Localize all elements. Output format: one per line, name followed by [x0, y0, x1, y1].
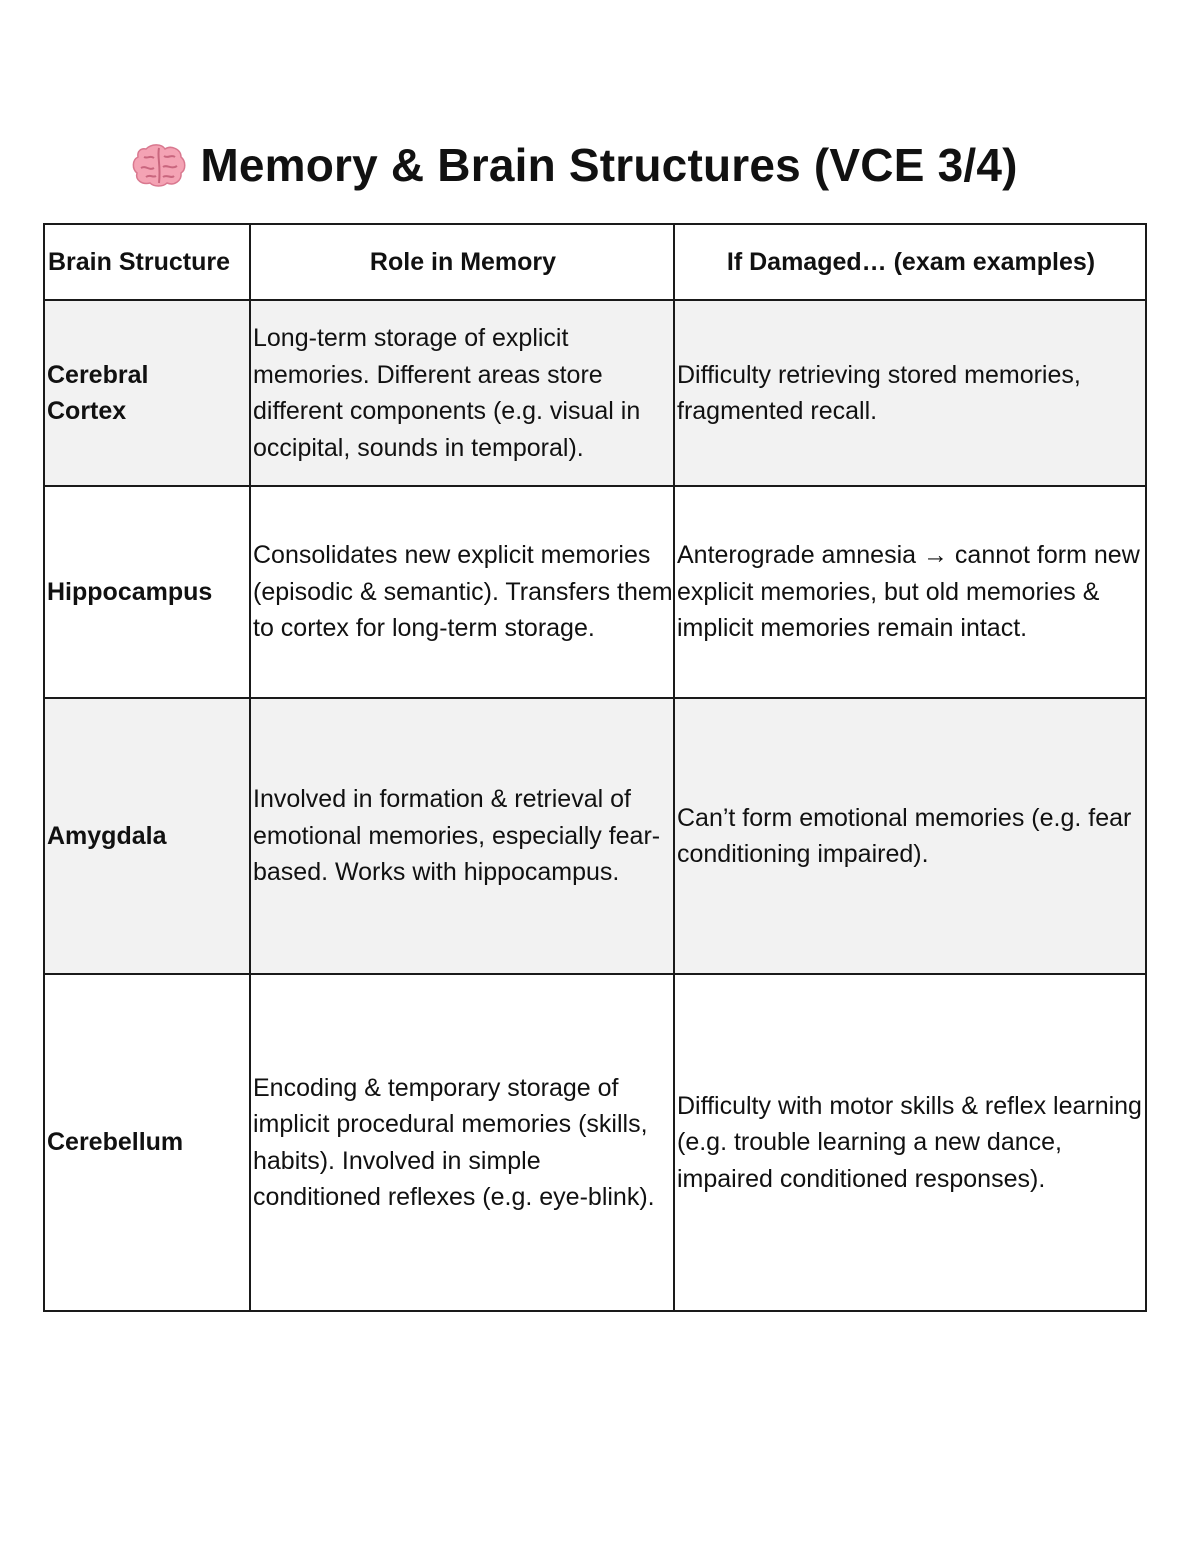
role-cell: Long-term storage of explicit memories. Different areas store different components (e.g. visual in occipital, sounds in temporal).: [250, 300, 674, 486]
role-cell: Encoding & temporary storage of implicit procedural memories (skills, habits). Involved in simple conditioned reflexes (e.g. eye-blink).: [250, 974, 674, 1311]
damage-cell: Difficulty retrieving stored memories, fragmented recall.: [674, 300, 1146, 486]
table-row: [44, 698, 1146, 974]
structure-cell: Amygdala: [44, 698, 250, 974]
structure-cell: Hippocampus: [44, 486, 250, 698]
column-header-if-damaged: If Damaged… (exam examples): [674, 224, 1146, 300]
table-row: [44, 486, 1146, 698]
brain-icon: [132, 143, 186, 187]
column-header-brain-structure: Brain Structure: [44, 224, 250, 300]
damage-cell: Anterograde amnesia → cannot form new explicit memories, but old memories & implicit memories remain intact.: [674, 486, 1146, 698]
table-row: [44, 300, 1146, 486]
structure-cell: Cerebellum: [44, 974, 250, 1311]
memory-table: [43, 223, 1147, 1312]
table-header-row: [44, 224, 1146, 300]
damage-cell: Difficulty with motor skills & reflex learning (e.g. trouble learning a new dance, impaired conditioned responses).: [674, 974, 1146, 1311]
table-row: [44, 974, 1146, 1311]
cerebral-cortex-label: Cerebral Cortex: [47, 360, 149, 425]
damage-cell: Can’t form emotional memories (e.g. fear conditioning impaired).: [674, 698, 1146, 974]
structure-cell: [44, 300, 250, 486]
page-title: [0, 138, 1150, 192]
column-header-role-in-memory: Role in Memory: [250, 224, 674, 300]
page-title-text: Memory & Brain Structures (VCE 3/4): [200, 139, 1018, 191]
role-cell: Consolidates new explicit memories (episodic & semantic). Transfers them to cortex for long-term storage.: [250, 486, 674, 698]
role-cell: Involved in formation & retrieval of emotional memories, especially fear-based. Works with hippocampus.: [250, 698, 674, 974]
